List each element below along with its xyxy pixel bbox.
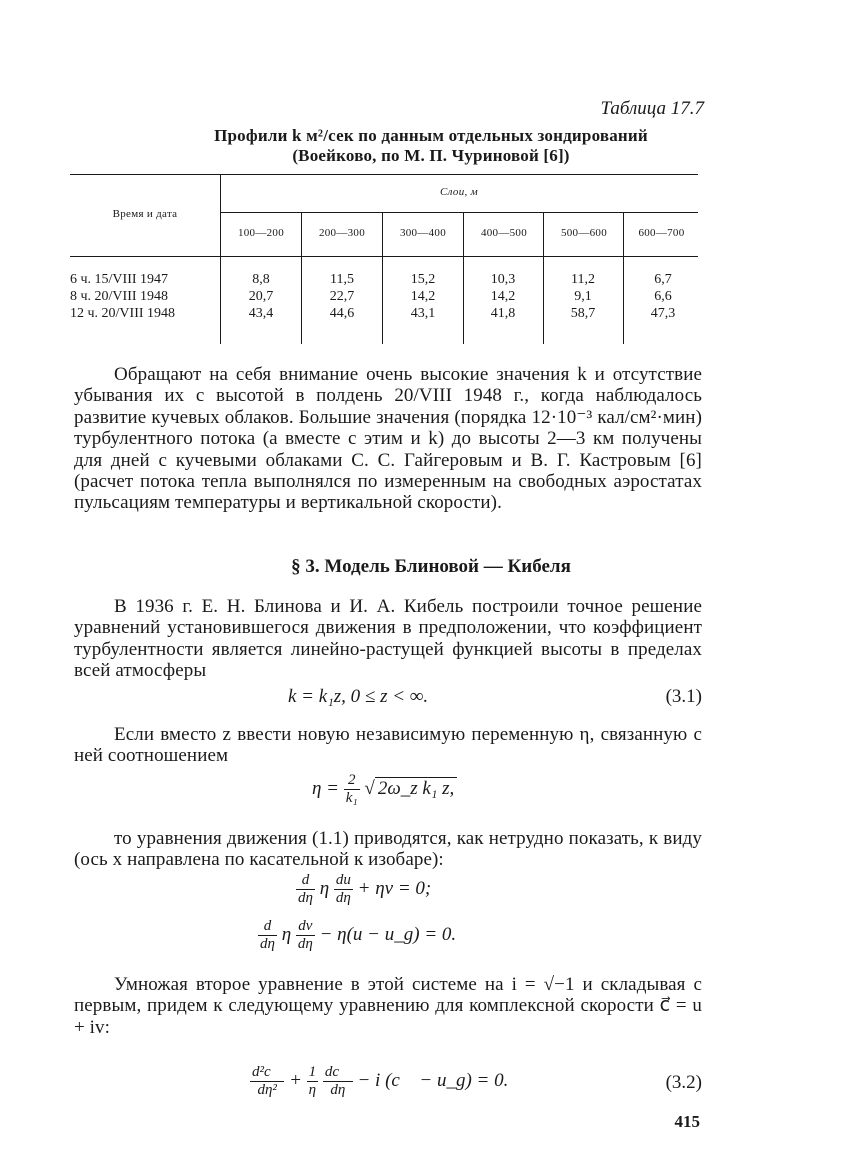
table-cell: 8,8 <box>252 272 270 287</box>
equation-3-2-rest: − i (c⃗ − u_g) = 0. <box>357 1069 509 1091</box>
eta: η <box>319 877 330 899</box>
table-cell: 41,8 <box>490 306 516 321</box>
table-header-rule <box>70 256 698 257</box>
paragraph-5: Умножая второе уравнение в этой системе на i = √−1 и складывая с первым, придем к следующему уравнению для комплексной скорости c⃗ = u + iv: <box>74 974 702 1038</box>
equation-number-3-1: (3.1) <box>665 686 702 707</box>
row-label: 8 ч. 20/VIII 1948 <box>70 289 169 304</box>
equation-3-1: k = k₁z, 0 ≤ z < ∞. <box>288 686 429 707</box>
col-header: 400—500 <box>480 227 528 239</box>
col-header: 300—400 <box>399 227 447 239</box>
col-header-time-date: Время и дата <box>112 208 178 220</box>
frac <box>296 872 315 907</box>
data-table <box>70 174 698 344</box>
col-header: 600—700 <box>638 227 685 239</box>
section-title: § 3. Модель Блиновой — Кибеля <box>291 556 571 577</box>
table-vline-4 <box>543 212 544 344</box>
col-header-layers: Слои, м <box>440 186 478 198</box>
frac-den: dη <box>330 1082 346 1098</box>
eta-lhs: η = <box>312 777 339 799</box>
equation-eta <box>312 772 457 807</box>
frac-num: dv <box>296 918 315 936</box>
frac-num: 1 <box>308 1064 317 1080</box>
table-cell: 10,3 <box>490 272 516 287</box>
frac-den: dη <box>260 936 275 952</box>
table-cell: 15,2 <box>410 272 436 287</box>
table-cell: 58,7 <box>570 306 596 321</box>
frac-den: dη <box>298 890 313 906</box>
table-cell: 11,2 <box>571 272 595 287</box>
frac-den: dη <box>297 936 313 952</box>
table-cell: 44,6 <box>329 306 355 321</box>
system-line-1 <box>296 872 431 907</box>
table-cell: 14,2 <box>490 289 516 304</box>
frac <box>296 918 315 953</box>
eta-radicand: 2ω_z k₁ z, <box>375 777 458 799</box>
frac-num: d²c⃗ <box>252 1064 283 1080</box>
frac-num: d <box>258 918 277 936</box>
page-number: 415 <box>674 1112 700 1131</box>
frac <box>323 1064 353 1099</box>
frac <box>307 1064 319 1099</box>
table-cell: 6,6 <box>654 289 672 304</box>
table-caption <box>0 126 862 166</box>
table-cell: 22,7 <box>329 289 355 304</box>
system-line-2 <box>258 918 456 953</box>
paragraph-3: Если вместо z ввести новую независимую переменную η, связанную с ней соотношением <box>74 724 702 767</box>
equation-3-2 <box>250 1064 508 1099</box>
table-cell: 20,7 <box>248 289 274 304</box>
frac-num: dc⃗ <box>324 1064 351 1080</box>
col-header: 200—300 <box>318 227 366 239</box>
col-header: 100—200 <box>237 227 285 239</box>
system-line-1-rest: + ηv = 0; <box>357 877 432 899</box>
table-cell: 43,4 <box>248 306 274 321</box>
table-cell: 43,1 <box>410 306 436 321</box>
table-vline-3 <box>463 212 464 344</box>
paragraph-2: В 1936 г. Е. Н. Блинова и И. А. Кибель построили точное решение уравнений установившегося движения в предположении, что коэффициент турбулентности является линейно-растущей функцией высоты в пределах всей атмосферы <box>74 596 702 682</box>
table-cell: 6,7 <box>654 272 672 287</box>
table-cell: 9,1 <box>574 289 592 304</box>
col-header: 500—600 <box>560 227 608 239</box>
frac-den: dη² <box>257 1082 277 1098</box>
table-vline-2 <box>382 212 383 344</box>
eta: η <box>281 923 292 945</box>
frac <box>250 1064 284 1099</box>
frac <box>334 872 353 907</box>
paragraph-1: Обращают на себя внимание очень высокие значения k и отсутствие убывания их с высотой в полдень 20/VIII 1948 г., когда наблюдалось развитие кучевых облаков. Большие значения (порядка 12·10⁻³ кал/см²·мин) турбулентного потока (а вместе с этим и k) до высоты 2—3 км получены для дней с кучевыми облаками С. С. Гайгеровым и В. Г. Кастровым [6] (расчет потока тепла выполнялся по измеренным на свободных аэростатах пульсациям температуры и вертикальной скорости). <box>74 364 702 514</box>
paragraph-4: то уравнения движения (1.1) приводятся, как нетрудно показать, к виду (ось x направлена по касательной к изобаре): <box>74 828 702 871</box>
eta-fraction-num: 2 <box>344 772 360 790</box>
frac-den: dη <box>335 890 351 906</box>
table-vline-1 <box>301 212 302 344</box>
table-group-rule <box>220 212 698 213</box>
sqrt-icon: √ <box>364 777 375 799</box>
frac <box>258 918 277 953</box>
eta-fraction <box>344 772 360 807</box>
caption-line-1: Профили k м²/сек по данным отдельных зондирований <box>214 126 648 145</box>
system-line-2-rest: − η(u − u_g) = 0. <box>319 923 457 945</box>
table-vline-5 <box>623 212 624 344</box>
eta-fraction-den: k₁ <box>345 790 358 806</box>
table-label: Таблица 17.7 <box>600 98 704 119</box>
frac-num: d <box>296 872 315 890</box>
equation-number-3-2: (3.2) <box>665 1072 702 1093</box>
plus: + <box>289 1069 302 1091</box>
row-label: 12 ч. 20/VIII 1948 <box>70 306 176 321</box>
table-cell: 11,5 <box>330 272 354 287</box>
table-top-rule <box>70 174 698 175</box>
table-cell: 14,2 <box>410 289 436 304</box>
frac-num: du <box>335 872 351 888</box>
frac-den: η <box>308 1082 317 1098</box>
caption-line-2: (Воейково, по М. П. Чуриновой [6]) <box>292 146 570 165</box>
row-label: 6 ч. 15/VIII 1947 <box>70 272 169 287</box>
table-cell: 47,3 <box>650 306 676 321</box>
table-vline-0 <box>220 174 221 344</box>
